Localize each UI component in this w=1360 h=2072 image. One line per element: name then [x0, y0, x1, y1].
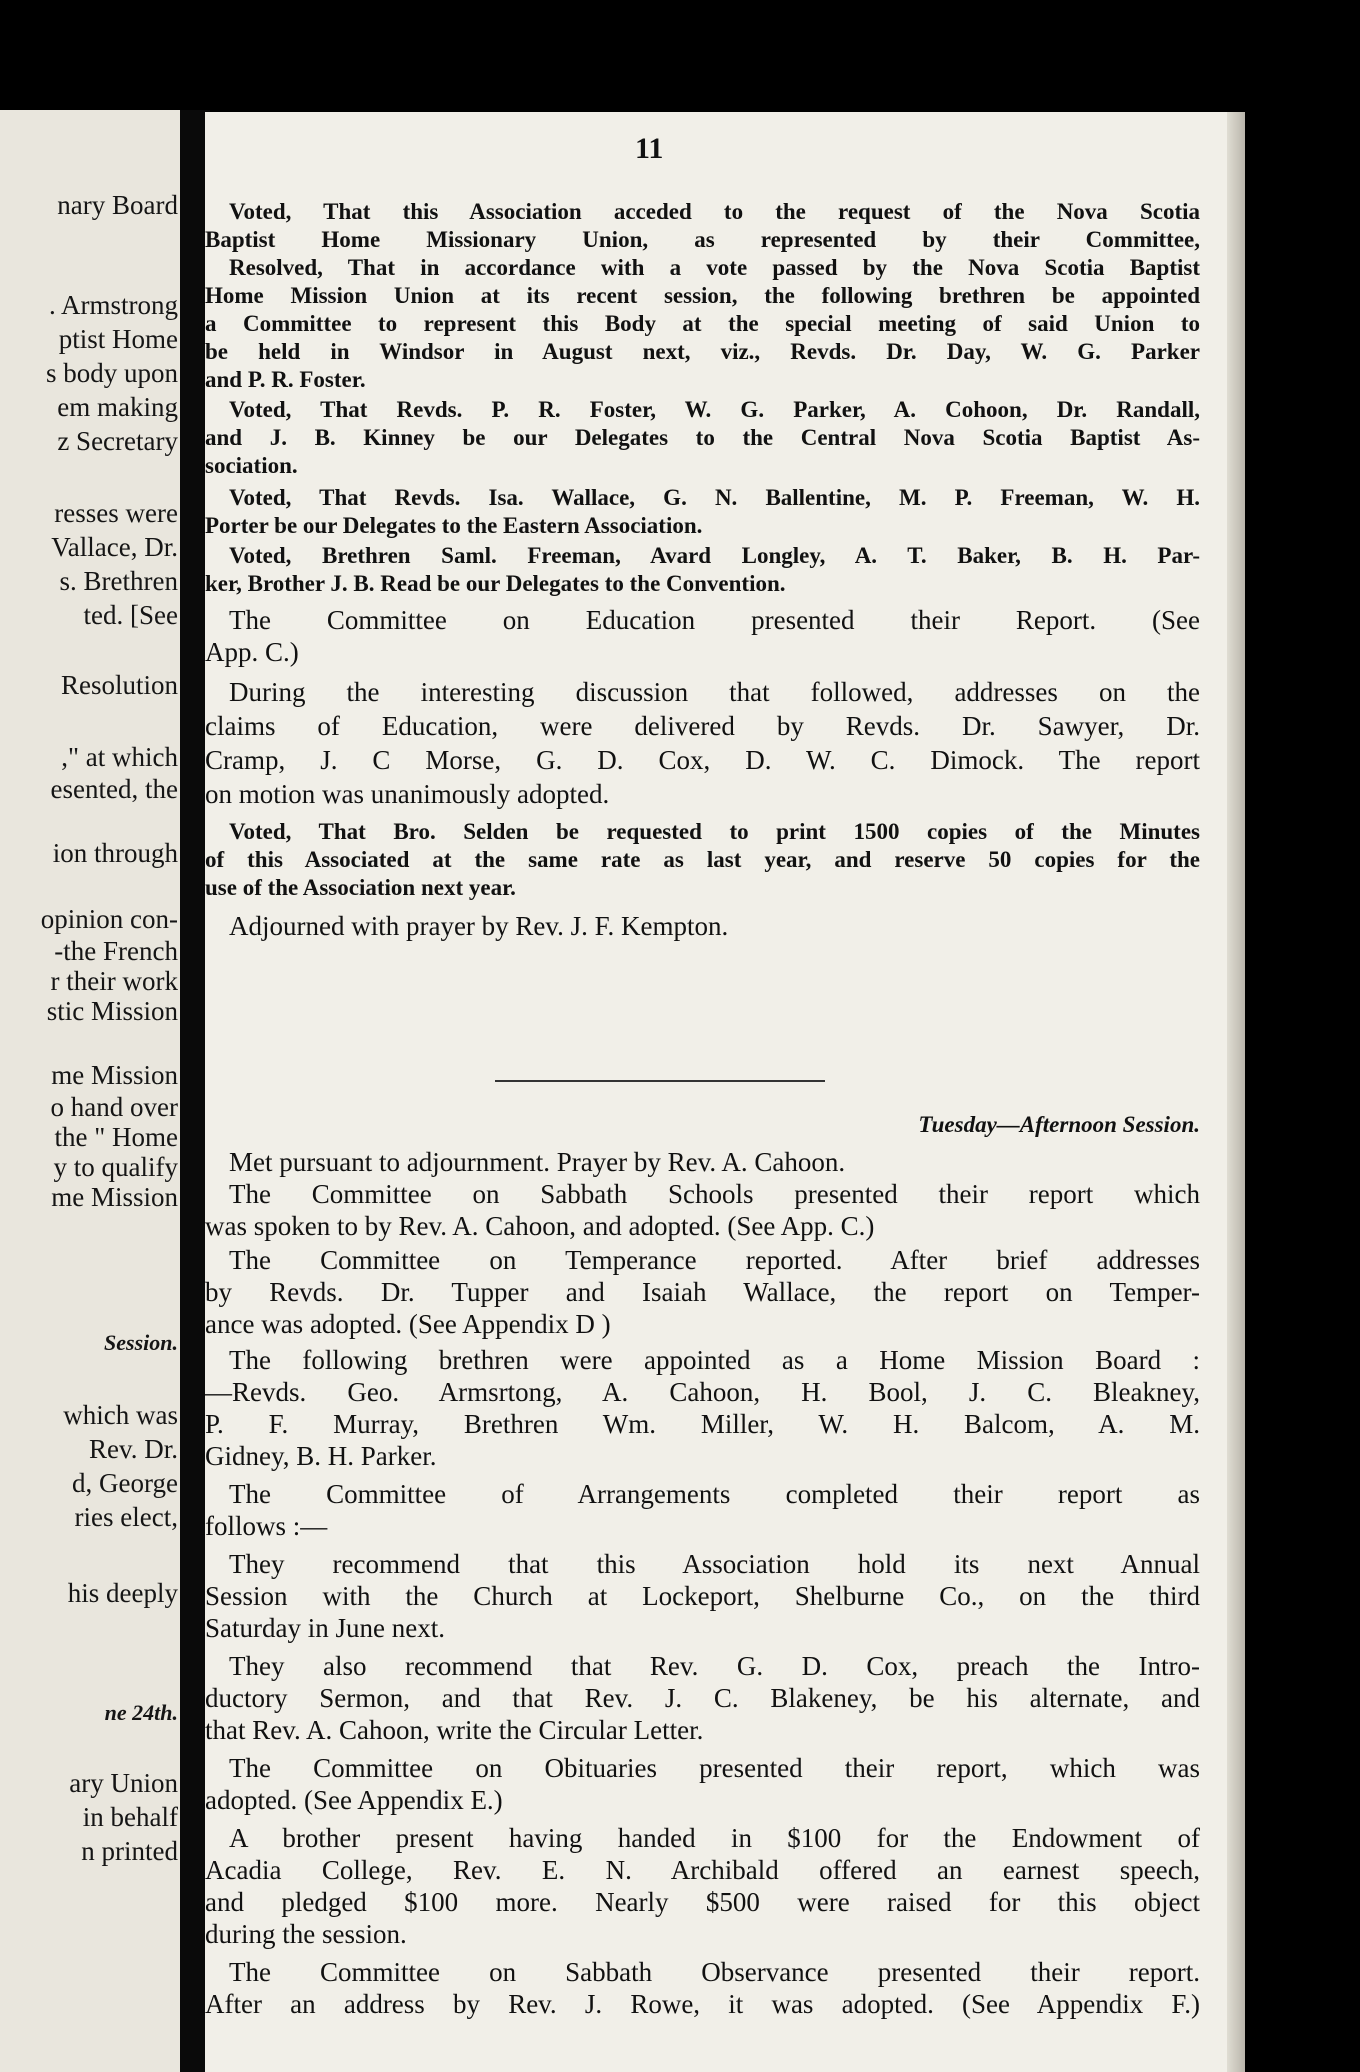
left-line: s. Brethren	[59, 566, 178, 596]
left-line: s body upon	[45, 358, 178, 388]
left-line: ion through	[52, 838, 178, 868]
left-line: resses were	[54, 498, 178, 528]
session-heading: Tuesday—Afternoon Session.	[918, 1112, 1200, 1137]
left-line: r their work	[50, 966, 178, 996]
left-line: Session.	[104, 1330, 178, 1355]
left-line: esented, the	[50, 774, 178, 804]
left-line: d, George	[72, 1468, 178, 1498]
left-line: y to qualify	[53, 1152, 178, 1182]
left-line: Rev. Dr.	[89, 1434, 178, 1464]
left-line: z Secretary	[57, 426, 178, 456]
left-line: ted. [See	[83, 600, 178, 630]
left-line: ," at which	[61, 742, 178, 772]
section-divider	[495, 1080, 825, 1082]
left-line: the " Home	[54, 1122, 178, 1152]
left-line: which was	[63, 1400, 178, 1430]
left-line: Resolution	[60, 670, 178, 700]
page-edge	[1227, 112, 1245, 2072]
left-line: o hand over	[50, 1092, 178, 1122]
page-number: 11	[635, 132, 664, 165]
left-line: em making	[57, 392, 178, 422]
left-line: ries elect,	[74, 1502, 178, 1532]
left-line: me Mission	[51, 1060, 178, 1090]
left-line: in behalf	[82, 1802, 178, 1832]
right-page: 11 Voted, That this Association acceded to the request of the Nova Scotia Baptist Home Missionary Union, as represented by their Committee, Resolved, That in accordance with a vote passed by the Nova Scotia Baptist Home Mission Union at its recent session, the following brethren be appointed a Committee to represent this Body at the special meeting of said Union to be held in Windsor in August next, viz., Revds. Dr. Day, W. G. Parker and P. R. Foster. Voted, That Revds. P. R. Foster, W. G. Parker, A. Cohoon, Dr. Randall, and J. B. Kinney be our Delegates to the Central Nova Scotia Baptist As- sociation. Voted, That Revds. Isa. Wallace, G. N. Ballentine, M. P. Freeman, W. H. Porter be our Delegates to the Eastern Association. Voted, Brethren Saml. Freeman, Avard Longley, A. T. Baker, B. H. Par- ker, Brother J. B. Read be our Delegates to the Convention. The Committee on Education presented their Report. (See App. C.) During the interesting discussion that followed, addresses on the claims of Education, were delivered by Revds. Dr. Sawyer, Dr. Cramp, J. C Morse, G. D. Cox, D. W. C. Dimock. The report on motion was unanimously adopted. Voted, That Bro. Selden be requested to print 1500 copies of the Minutes of this Associated at the same rate as last year, and reserve 50 copies for the use of the Association next year. Adjourned with prayer by Rev. J. F. Kempton. Tuesday—Afternoon Session. Met pursuant to adjournment. Prayer by Rev. A. Cahoon. The Committee on Sabbath Schools presented their report which was spoken to by Rev. A. Cahoon, and adopted. (See App. C.) The Committee on Temperance reported. After brief addresses by Revds. Dr. Tupper and Isaiah Wallace, the report on Temper- ance was adopted. (See Appendix D ) The following brethren were appointed as a Home Mission Board : —Revds. Geo. Armsrtong, A. Cahoon, H. Bool, J. C. Bleakney, P. F. Murray, Brethren Wm. Miller, W. H. Balcom, A. M. Gidney, B. H. Parker. The Committee of Arrangements completed their report as follows :— They recommend that this Association hold its next Annual Session with the Church at Lockeport, Shelburne Co., on the third Saturday in June next. They also recommend that Rev. G. D. Cox, preach the Intro- ductory Sermon, and that Rev. J. C. Blakeney, be his alternate, and that Rev. A. Cahoon, write the Circular Letter. The Committee on Obituaries presented their report, which was adopted. (See Appendix E.) A brother present having handed in $100 for the Endowment of Acadia College, Rev. E. N. Archibald offered an earnest speech, and pledged $100 more. Nearly $500 were raised for this object during the session. The Committee on Sabbath Observance presented their report. After an address by Rev. J. Rowe, it was adopted. (See Appendix F.)	[205, 112, 1245, 2072]
left-line: Vallace, Dr.	[51, 532, 178, 562]
left-line: ary Union	[69, 1768, 178, 1798]
left-line: his deeply	[67, 1578, 178, 1608]
left-line: . Armstrong	[48, 290, 178, 320]
left-line: ptist Home	[58, 324, 178, 354]
left-line: stic Mission	[46, 996, 178, 1026]
left-line: me Mission	[51, 1182, 178, 1212]
left-line: ne 24th.	[104, 1700, 178, 1725]
left-line: -the French	[54, 936, 178, 966]
left-line: opinion con-	[40, 904, 178, 934]
left-line: nary Board	[57, 190, 178, 220]
left-line: n printed	[81, 1836, 178, 1866]
left-page-fragment	[0, 110, 180, 2072]
